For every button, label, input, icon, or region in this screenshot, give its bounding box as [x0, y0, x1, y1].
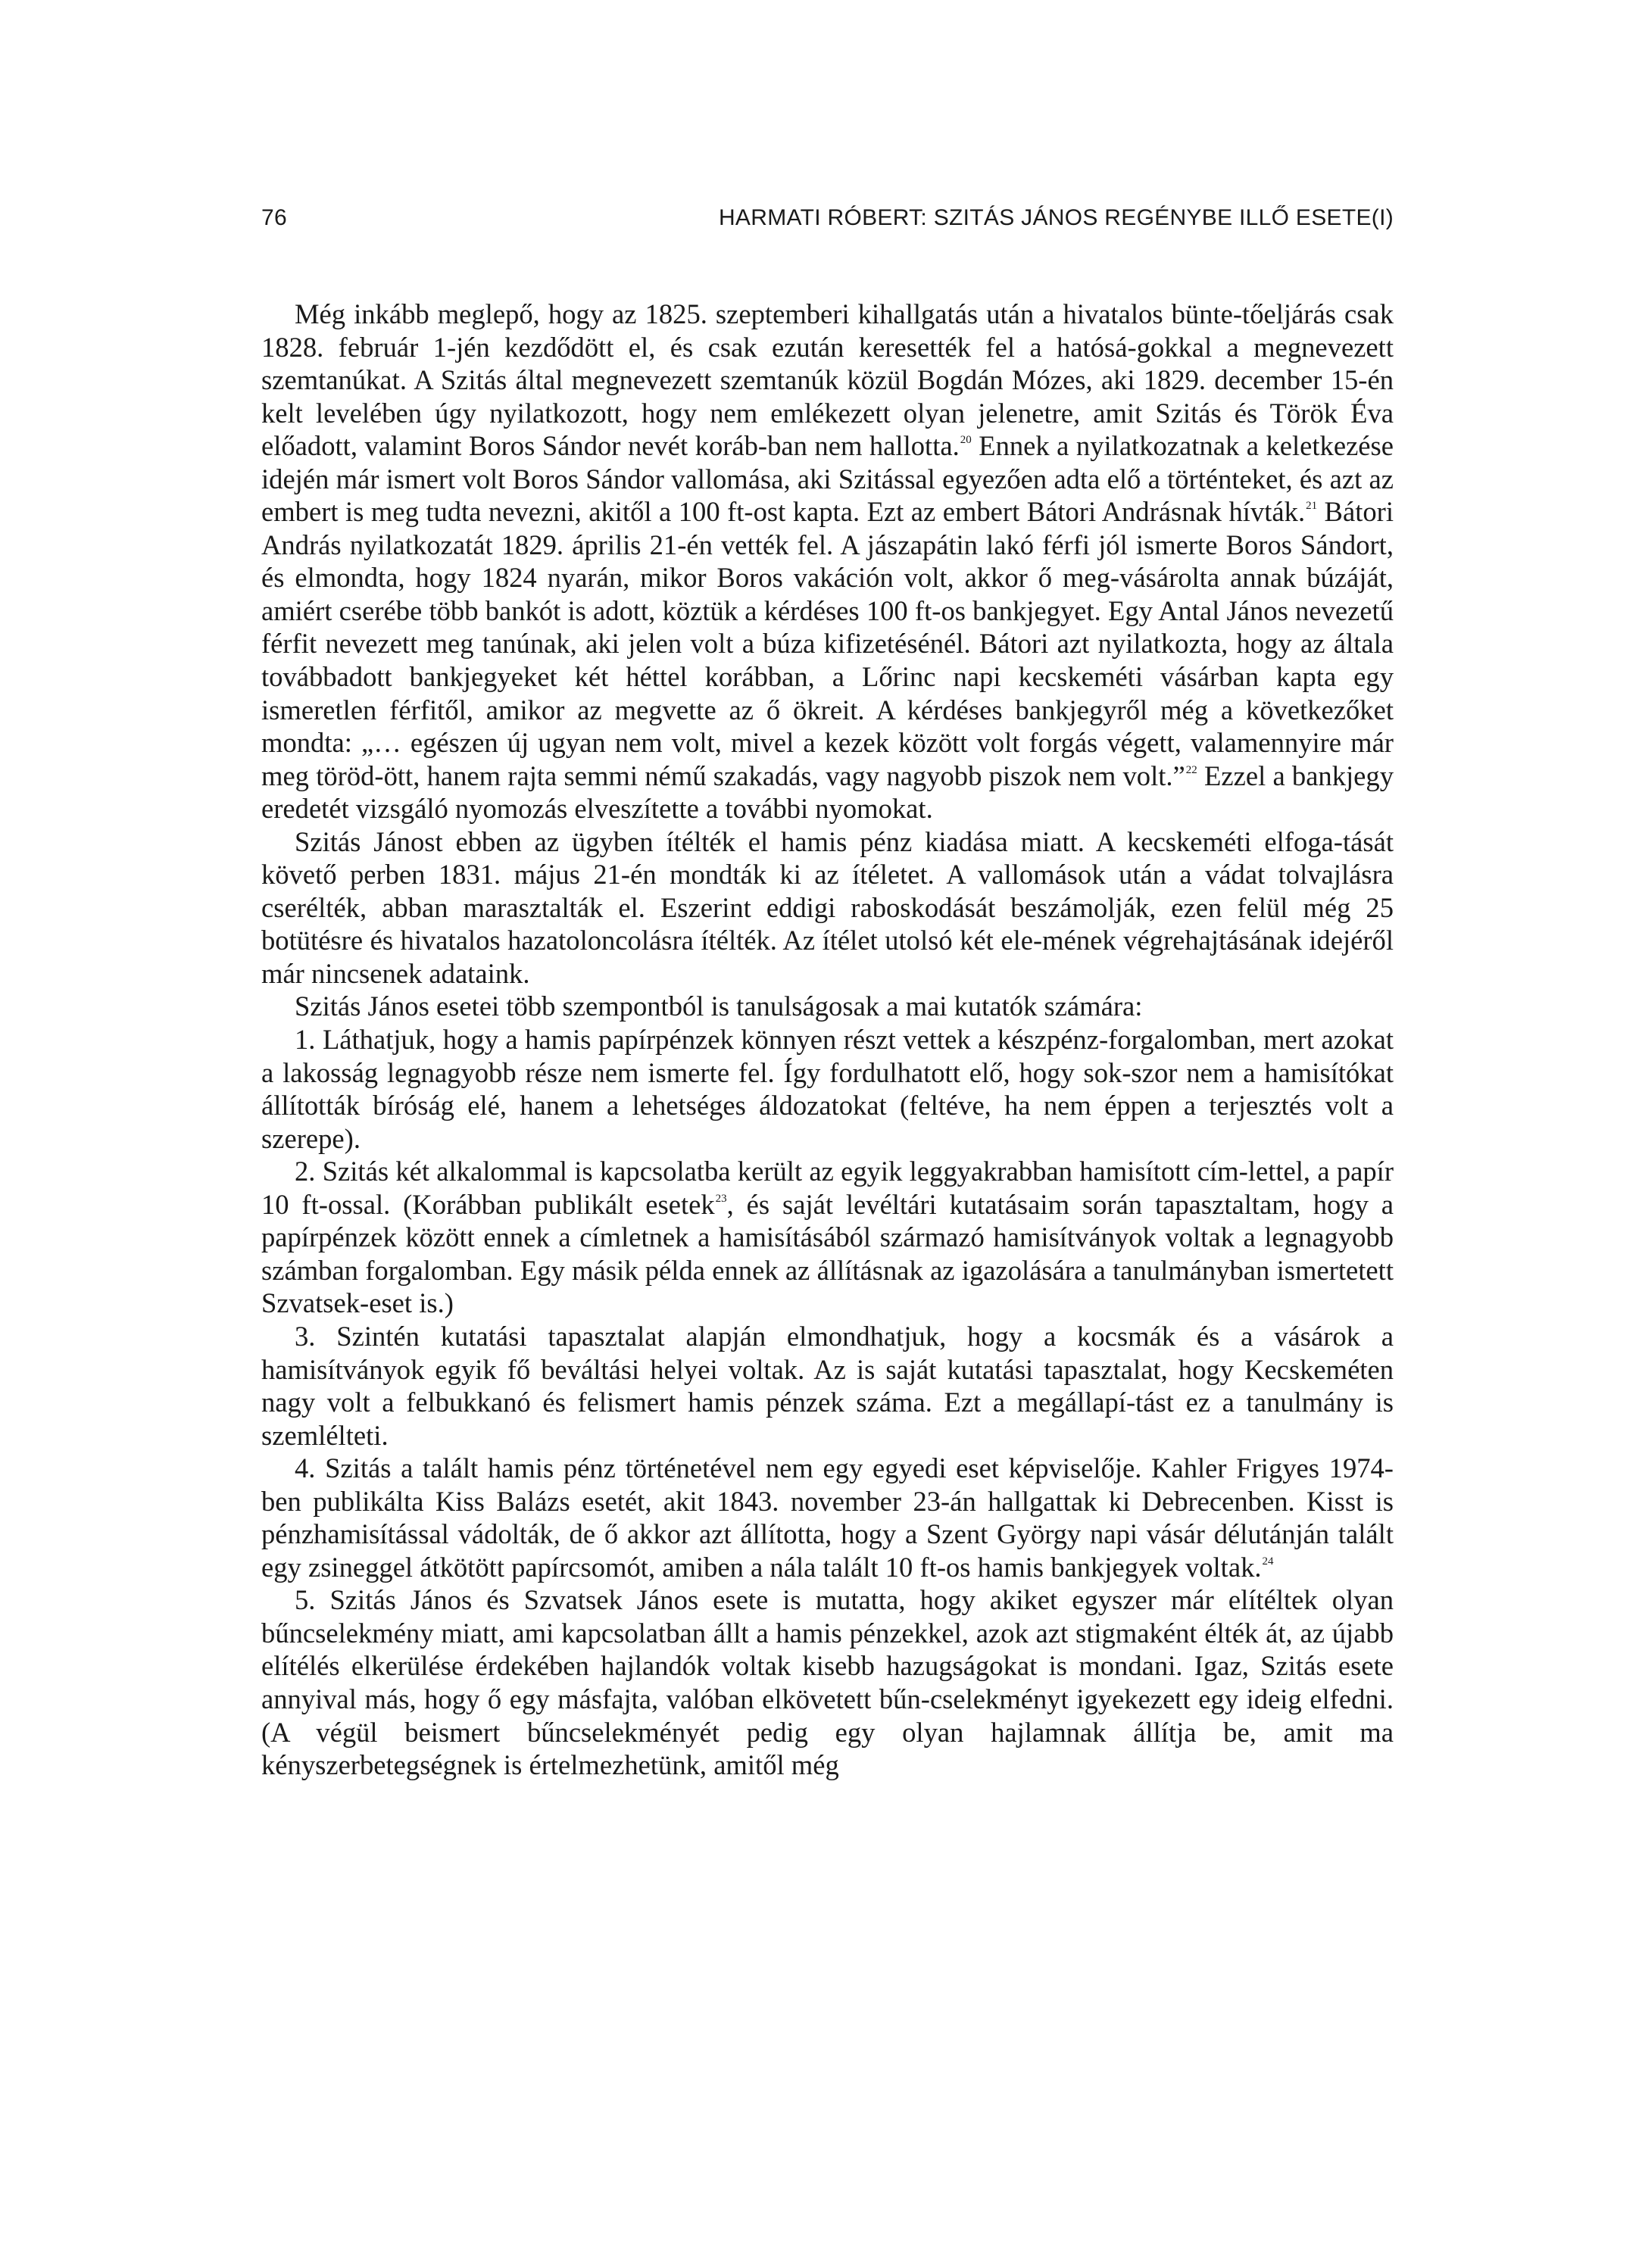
page-number: 76 [261, 205, 287, 230]
text-run: , és saját levéltári kutatásaim során tapasztaltam, hogy a papírpénzek között ennek a címletnek a hamisításából származó hamisítványok voltak a legnagyobb számban forgalomban. Egy másik példa ennek az állításnak az igazolására a tanulmányban ismertetett Szvatsek-eset is.) [261, 1188, 1394, 1319]
paragraph [261, 1583, 1394, 1781]
paragraph [261, 990, 1394, 1023]
text-run: Bátori András nyilatkozatát 1829. április 21-én vették fel. A jászapátin lakó férfi jól ismerte Boros Sándort, és elmondta, hogy 1824 nyarán, mikor Boros vakáción volt, akkor ő meg-vásárolta annak búzáját, amiért cserébe több bankót is adott, köztük a kérdéses 100 ft-os bankjegyet. Egy Antal János nevezetű férfit nevezett meg tanúnak, aki jelen volt a búza kifizetésénél. Bátori azt nyilatkozta, hogy az általa továbbadott bankjegyeket két héttel korábban, a Lőrinc napi kecskeméti vásárban kapta egy ismeretlen férfitől, amikor az megvette az ő ökreit. A kérdéses bankjegyről még a következőket mondta: „… egészen új ugyan nem volt, mivel a kezek között volt forgás végett, valamennyire már meg töröd-ött, hanem rajta semmi némű szakadás, vagy nagyobb piszok nem volt.” [261, 496, 1394, 791]
text-run: Ennek a nyilatkozatnak a keletkezése idején már ismert volt Boros Sándor vallomása, aki Szitással egyezően adta elő a történteket, és azt az embert is meg tudta nevezni, akitől a 100 ft-ost kapta. Ezt az embert Bátori Andrásnak hívták. [261, 430, 1394, 528]
running-head: HARMATI RÓBERT: SZITÁS JÁNOS REGÉNYBE ILLŐ ESETE(I) [718, 205, 1394, 230]
body-text [261, 298, 1394, 1782]
paragraph [261, 825, 1394, 990]
text-run: Még inkább meglepő, hogy az 1825. szeptemberi kihallgatás után a hivatalos bünte-tőeljárás csak 1828. február 1-jén kezdődött el, és csak ezután keresették fel a hatósá-gokkal a megnevezett szemtanúkat. A Szitás által megnevezett szemtanúk közül Bogdán Mózes, aki 1829. december 15-én kelt levelében úgy nyilatkozott, hogy nem emlékezett olyan jelenetre, amit Szitás és Török Éva előadott, valamint Boros Sándor nevét koráb-ban nem hallotta. [261, 298, 1394, 462]
text-run: Szitás Jánost ebben az ügyben ítélték el hamis pénz kiadása miatt. A kecskeméti elfoga-tását követő perben 1831. május 21-én mondták ki az ítéletet. A vallomások után a vádat tolvajlásra cserélték, abban marasztalták el. Eszerint eddigi raboskodását beszámolják, ezen felül még 25 botütésre és hivatalos hazatoloncolásra ítélték. Az ítélet utolsó két ele-mének végrehajtásának idejéről már nincsenek adataink. [261, 825, 1394, 989]
text-run: 2. Szitás két alkalommal is kapcsolatba került az egyik leggyakrabban hamisított cím-lettel, a papír 10 ft-ossal. (Korábban publikált esetek [261, 1156, 1394, 1220]
text-run: Ezzel a bankjegy eredetét vizsgáló nyomozás elveszítette a további nyomokat. [261, 760, 1394, 825]
footnote-ref[interactable]: 21 [1306, 500, 1318, 513]
text-run: 3. Szintén kutatási tapasztalat alapján elmondhatjuk, hogy a kocsmák és a vásárok a hamisítványok egyik fő beváltási helyei voltak. Az is saját kutatási tapasztalat, hogy Kecskeméten nagy volt a felbukkanó és felismert hamis pénzek száma. Ezt a megállapí-tást ez a tanulmány is szemlélteti. [261, 1320, 1394, 1451]
paragraph [261, 1023, 1394, 1155]
paragraph [261, 1155, 1394, 1320]
paragraph [261, 1452, 1394, 1583]
text-run: Szitás János esetei több szempontból is tanulságosak a mai kutatók számára: [295, 990, 1143, 1022]
text-run: 5. Szitás János és Szvatsek János esete is mutatta, hogy akiket egyszer már elítéltek olyan bűncselekmény miatt, ami kapcsolatban állt a hamis pénzekkel, azok azt stigmaként élték át, az újabb elítélés elkerülése érdekében hajlandók voltak kisebb hazugságokat is mondani. Igaz, Szitás esete annyival más, hogy ő egy másfajta, valóban elkövetett bűn-cselekményt igyekezett egy ideig elfedni. (A végül beismert bűncselekményét pedig egy olyan hajlamnak állítja be, amit ma kényszerbetegségnek is értelmezhetünk, amitől még [261, 1584, 1394, 1781]
paragraph [261, 1320, 1394, 1452]
footnote-ref[interactable]: 24 [1262, 1555, 1274, 1568]
footnote-ref[interactable]: 20 [960, 434, 972, 447]
footnote-ref[interactable]: 22 [1185, 763, 1197, 776]
text-run: 1. Láthatjuk, hogy a hamis papírpénzek könnyen részt vettek a készpénz-forgalomban, mert azokat a lakosság legnagyobb része nem ismerte fel. Így fordulhatott elő, hogy sok-szor nem a hamisítókat állították bíróság elé, hanem a lehetséges áldozatokat (feltéve, ha nem éppen a terjesztés volt a szerepe). [261, 1024, 1394, 1154]
paragraph [261, 298, 1394, 825]
footnote-ref[interactable]: 23 [715, 1192, 727, 1205]
text-run: 4. Szitás a talált hamis pénz történetével nem egy egyedi eset képviselője. Kahler Frigyes 1974-ben publikálta Kiss Balázs esetét, akit 1843. november 23-án hallgattak ki Debrecenben. Kisst is pénzhamisítással vádolták, de ő akkor azt állította, hogy a Szent György napi vásár délutánján talált egy zsineggel átkötött papírcsomót, amiben a nála talált 10 ft-os hamis bankjegyek voltak. [261, 1452, 1394, 1583]
